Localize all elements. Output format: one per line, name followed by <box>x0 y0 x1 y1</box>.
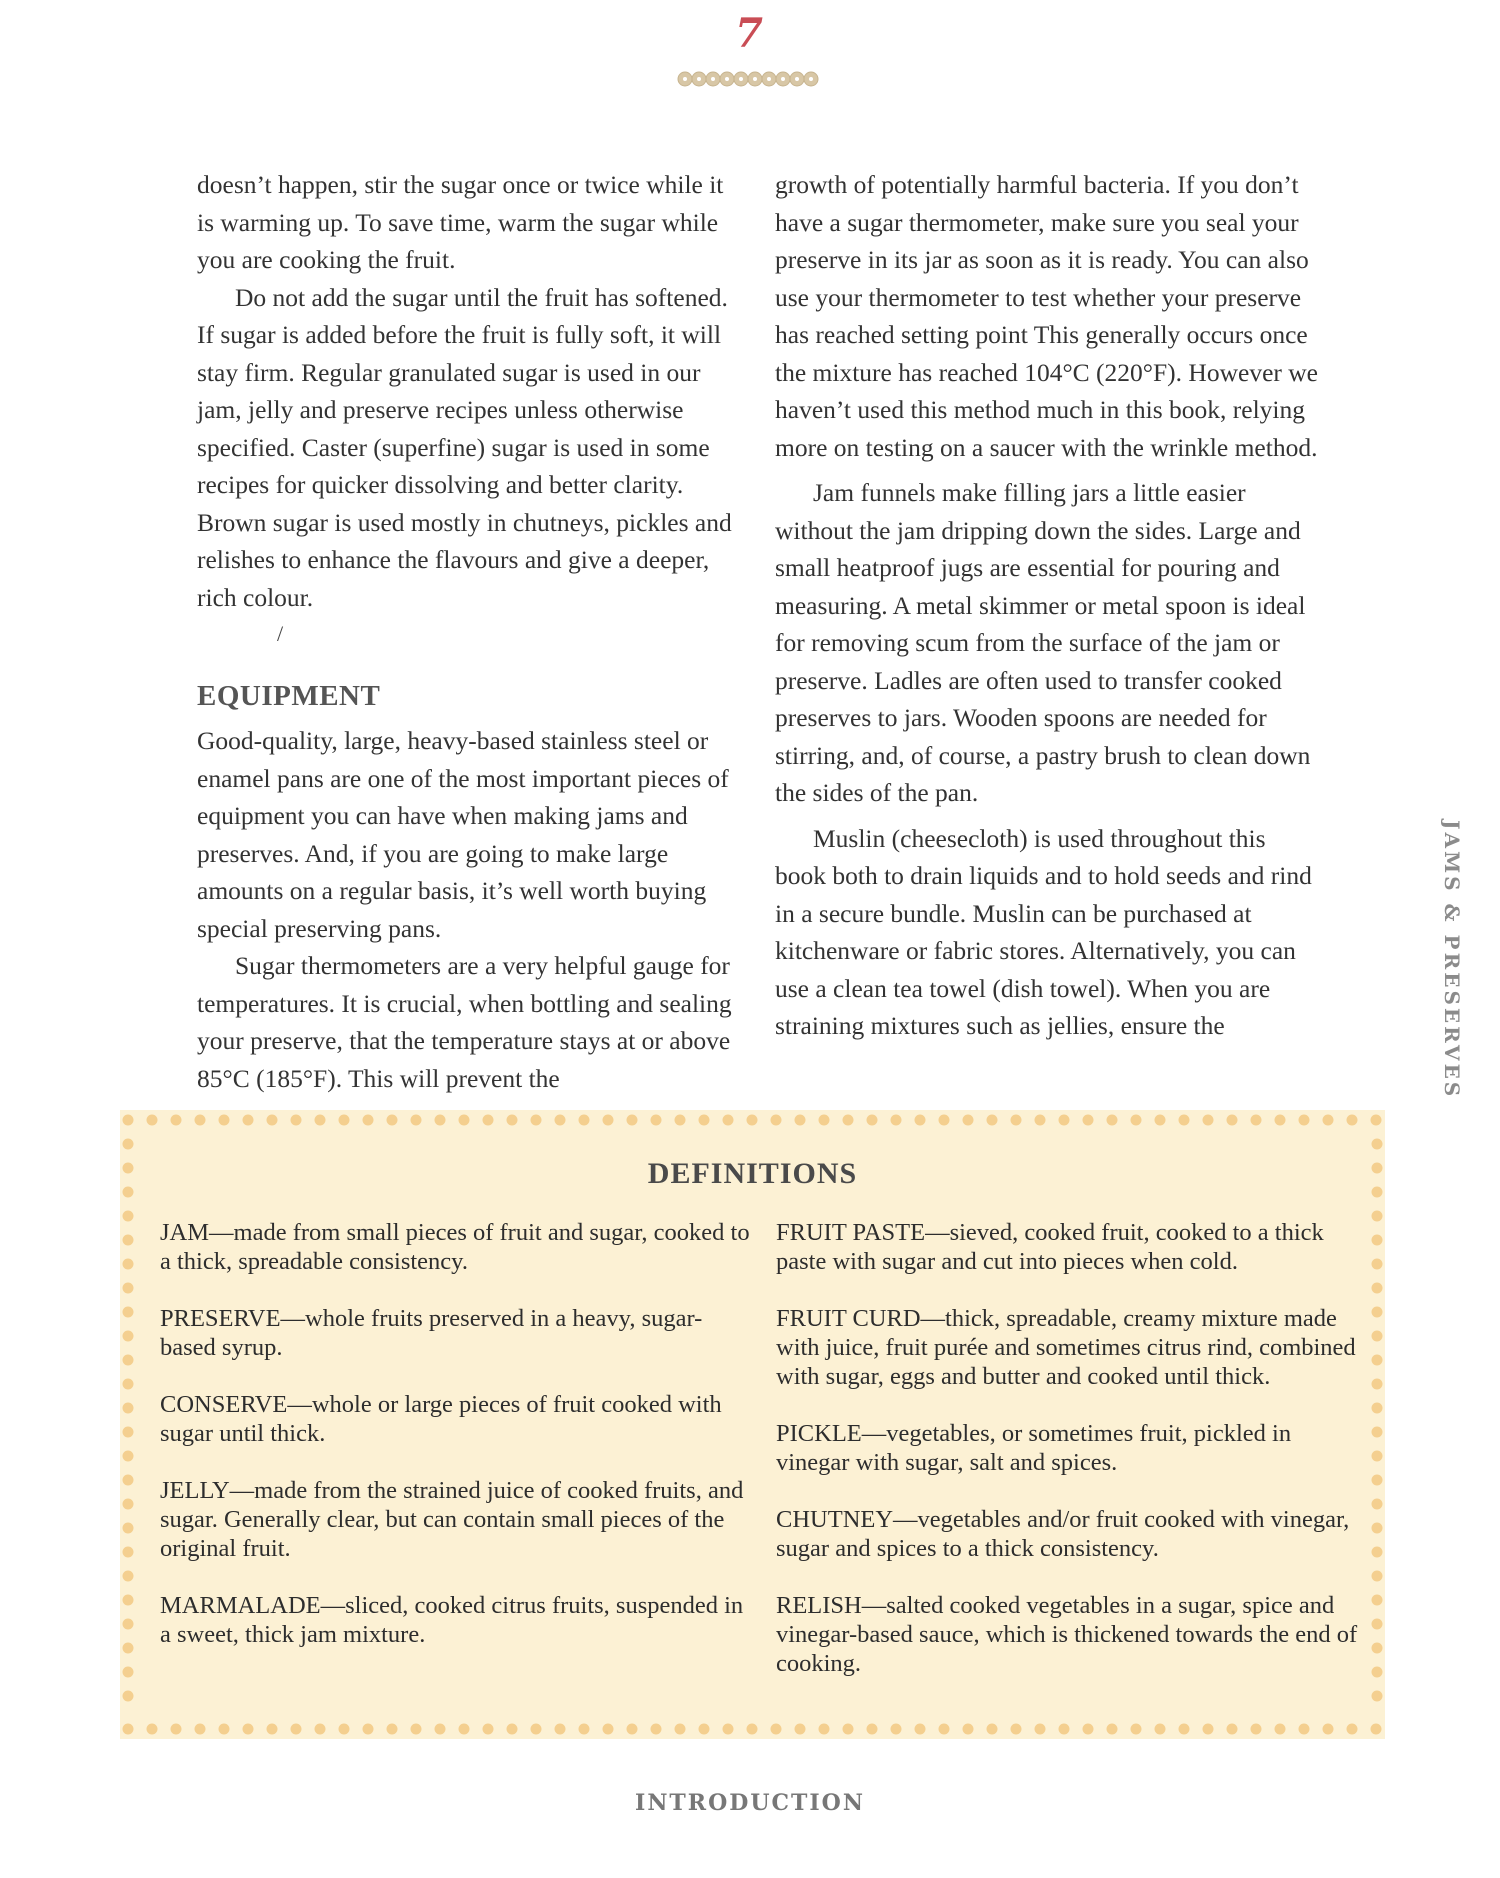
body-paragraph: growth of potentially harmful bacteria. If you don’t have a sugar thermometer, make sure you seal your preserve in its jar as soon as it is ready. You can also use your thermometer to test whether your preserve has reached setting point This generally occurs once the mixture has reached 104°C (220°F). However we haven’t used this method much in this book, relying more on testing on a saucer with the wrinkle method. <box>775 170 1318 462</box>
section-side-label: JAMS & PRESERVES <box>1440 820 1464 1100</box>
body-paragraph: Good-quality, large, heavy-based stainless steel or enamel pans are one of the most important pieces of equipment you can have when making jams and preserves. And, if you are going to make large amounts on a regular basis, it’s well worth buying special preserving pans. <box>197 726 729 943</box>
definition-item: MARMALADE—sliced, cooked citrus fruits, suspended in a sweet, thick jam mixture. <box>160 1592 744 1648</box>
right-column <box>775 166 1320 1045</box>
definitions-left-column <box>160 1218 750 1677</box>
definitions-title: DEFINITIONS <box>647 1157 858 1190</box>
page-number: 7 <box>735 10 765 57</box>
body-paragraph: Jam funnels make filling jars a little easier without the jam dripping down the sides. Large and small heatproof jugs are essential for pouring and measuring. A metal skimmer or metal spoon is ideal for removing scum from the surface of the jam or preserve. Ladles are often used to transfer cooked preserves to jars. Wooden spoons are needed for stirring, and, of course, a pastry brush to clean down the sides of the pan. <box>775 478 1311 807</box>
definition-item: CONSERVE—whole or large pieces of fruit cooked with sugar until thick. <box>160 1391 722 1447</box>
definition-item: CHUTNEY—vegetables and/or fruit cooked with vinegar, sugar and spices to a thick consistency. <box>776 1506 1350 1562</box>
decorative-flourish-icon <box>674 64 828 94</box>
body-paragraph: doesn’t happen, stir the sugar once or twice while it is warming up. To save time, warm the sugar while you are cooking the fruit. <box>197 170 724 274</box>
definition-item: FRUIT PASTE—sieved, cooked fruit, cooked to a thick paste with sugar and cut into pieces when cold. <box>776 1219 1324 1275</box>
definition-item: FRUIT CURD—thick, spreadable, creamy mixture made with juice, fruit purée and sometimes citrus rind, combined with sugar, eggs and butter and cooked until thick. <box>776 1305 1356 1390</box>
definitions-right-column <box>776 1218 1366 1706</box>
definition-item: PRESERVE—whole fruits preserved in a heavy, sugar-based syrup. <box>160 1305 703 1361</box>
stray-pencil-mark: / <box>277 621 284 646</box>
body-paragraph: Do not add the sugar until the fruit has softened. If sugar is added before the fruit is fully soft, it will stay firm. Regular granulated sugar is used in our jam, jelly and preserve recipes unless otherwise specified. Caster (superfine) sugar is used in some recipes for quicker dissolving and better clarity. Brown sugar is used mostly in chutneys, pickles and relishes to enhance the flavours and give a deeper, rich colour. <box>197 282 732 612</box>
running-footer: INTRODUCTION <box>635 1790 865 1816</box>
section-heading-equipment: EQUIPMENT <box>197 680 381 712</box>
definition-item: PICKLE—vegetables, or sometimes fruit, pickled in vinegar with sugar, salt and spices. <box>776 1420 1292 1476</box>
body-paragraph: Muslin (cheesecloth) is used throughout this book both to drain liquids and to hold seeds and rind in a secure bundle. Muslin can be purchased at kitchenware or fabric stores. Alternatively, you can use a clean tea towel (dish towel). When you are straining mixtures such as jellies, ensure the <box>775 823 1312 1040</box>
body-paragraph: Sugar thermometers are a very helpful gauge for temperatures. It is crucial, when bottling and sealing your preserve, that the temperature stays at or above 85°C (185°F). This will prevent the <box>197 951 732 1093</box>
definition-item: JELLY—made from the strained juice of cooked fruits, and sugar. Generally clear, but can contain small pieces of the original fruit. <box>160 1477 744 1562</box>
definition-item: RELISH—salted cooked vegetables in a sugar, spice and vinegar-based sauce, which is thickened towards the end of cooking. <box>776 1592 1358 1677</box>
definition-item: JAM—made from small pieces of fruit and sugar, cooked to a thick, spreadable consistency. <box>160 1219 750 1275</box>
definitions-box <box>120 1110 1385 1739</box>
left-column <box>197 166 742 1097</box>
